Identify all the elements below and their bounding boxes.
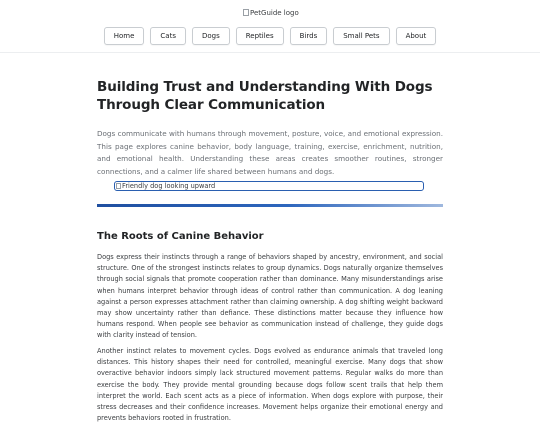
nav-reptiles[interactable]: Reptiles bbox=[236, 27, 284, 45]
hero-image bbox=[114, 181, 424, 191]
site-header bbox=[0, 0, 540, 52]
nav-cats[interactable]: Cats bbox=[150, 27, 186, 45]
logo-alt-text: PetGuide logo bbox=[250, 9, 299, 17]
accent-divider bbox=[97, 204, 443, 207]
page-title: Building Trust and Understanding With Dogs Through Clear Communication bbox=[97, 79, 433, 113]
main-nav bbox=[0, 27, 540, 45]
body-paragraph: Dogs express their instincts through a range of behaviors shaped by ancestry, environment, and social structure. One of the strongest instincts relates to group dynamics. Dogs naturally organize themselves through social signals that promote cooperation rather than dominance. Many misunderstandings arise when humans interpret behavior through ideas of control rather than communication. A dog leaning against a person expresses attachment rather than claiming ownership. A dog shifting weight backward may show uncertainty rather than defiance. These distinctions matter because they influence how humans respond. When people see behavior as communication instead of challenge, they guide dogs with clarity instead of tension. bbox=[97, 253, 443, 340]
header-divider bbox=[0, 52, 540, 53]
article bbox=[97, 78, 443, 423]
nav-about[interactable]: About bbox=[396, 27, 437, 45]
nav-home[interactable]: Home bbox=[104, 27, 145, 45]
intro-paragraph: Dogs communicate with humans through movement, posture, voice, and emotional expression. This page explores canine behavior, body language, training, exercise, enrichment, nutrition, and emotional health. Understanding these areas creates smoother routines, stronger connections, and a calmer life shared between humans and dogs. bbox=[97, 129, 443, 176]
nav-dogs[interactable]: Dogs bbox=[192, 27, 230, 45]
site-logo[interactable] bbox=[243, 9, 299, 17]
broken-image-icon bbox=[116, 183, 121, 189]
nav-birds[interactable]: Birds bbox=[290, 27, 328, 45]
hero-image-alt-text: Friendly dog looking upward bbox=[122, 182, 216, 190]
body-paragraph: Another instinct relates to movement cycles. Dogs evolved as endurance animals that traveled long distances. This history shapes their need for controlled, meaningful exercise. Many dogs that show overactive behavior indoors simply lack structured movement patterns. Regular walks do more than exercise the body. They provide mental grounding because dogs follow scent trails that help them interpret the world. Each scent acts as a piece of information. When dogs explore with purpose, their stress decreases and their confidence increases. Movement helps organize their emotional energy and prevents behaviors rooted in frustration. bbox=[97, 347, 443, 423]
section-title: The Roots of Canine Behavior bbox=[97, 231, 264, 242]
nav-small-pets[interactable]: Small Pets bbox=[333, 27, 389, 45]
broken-image-icon bbox=[243, 9, 249, 16]
